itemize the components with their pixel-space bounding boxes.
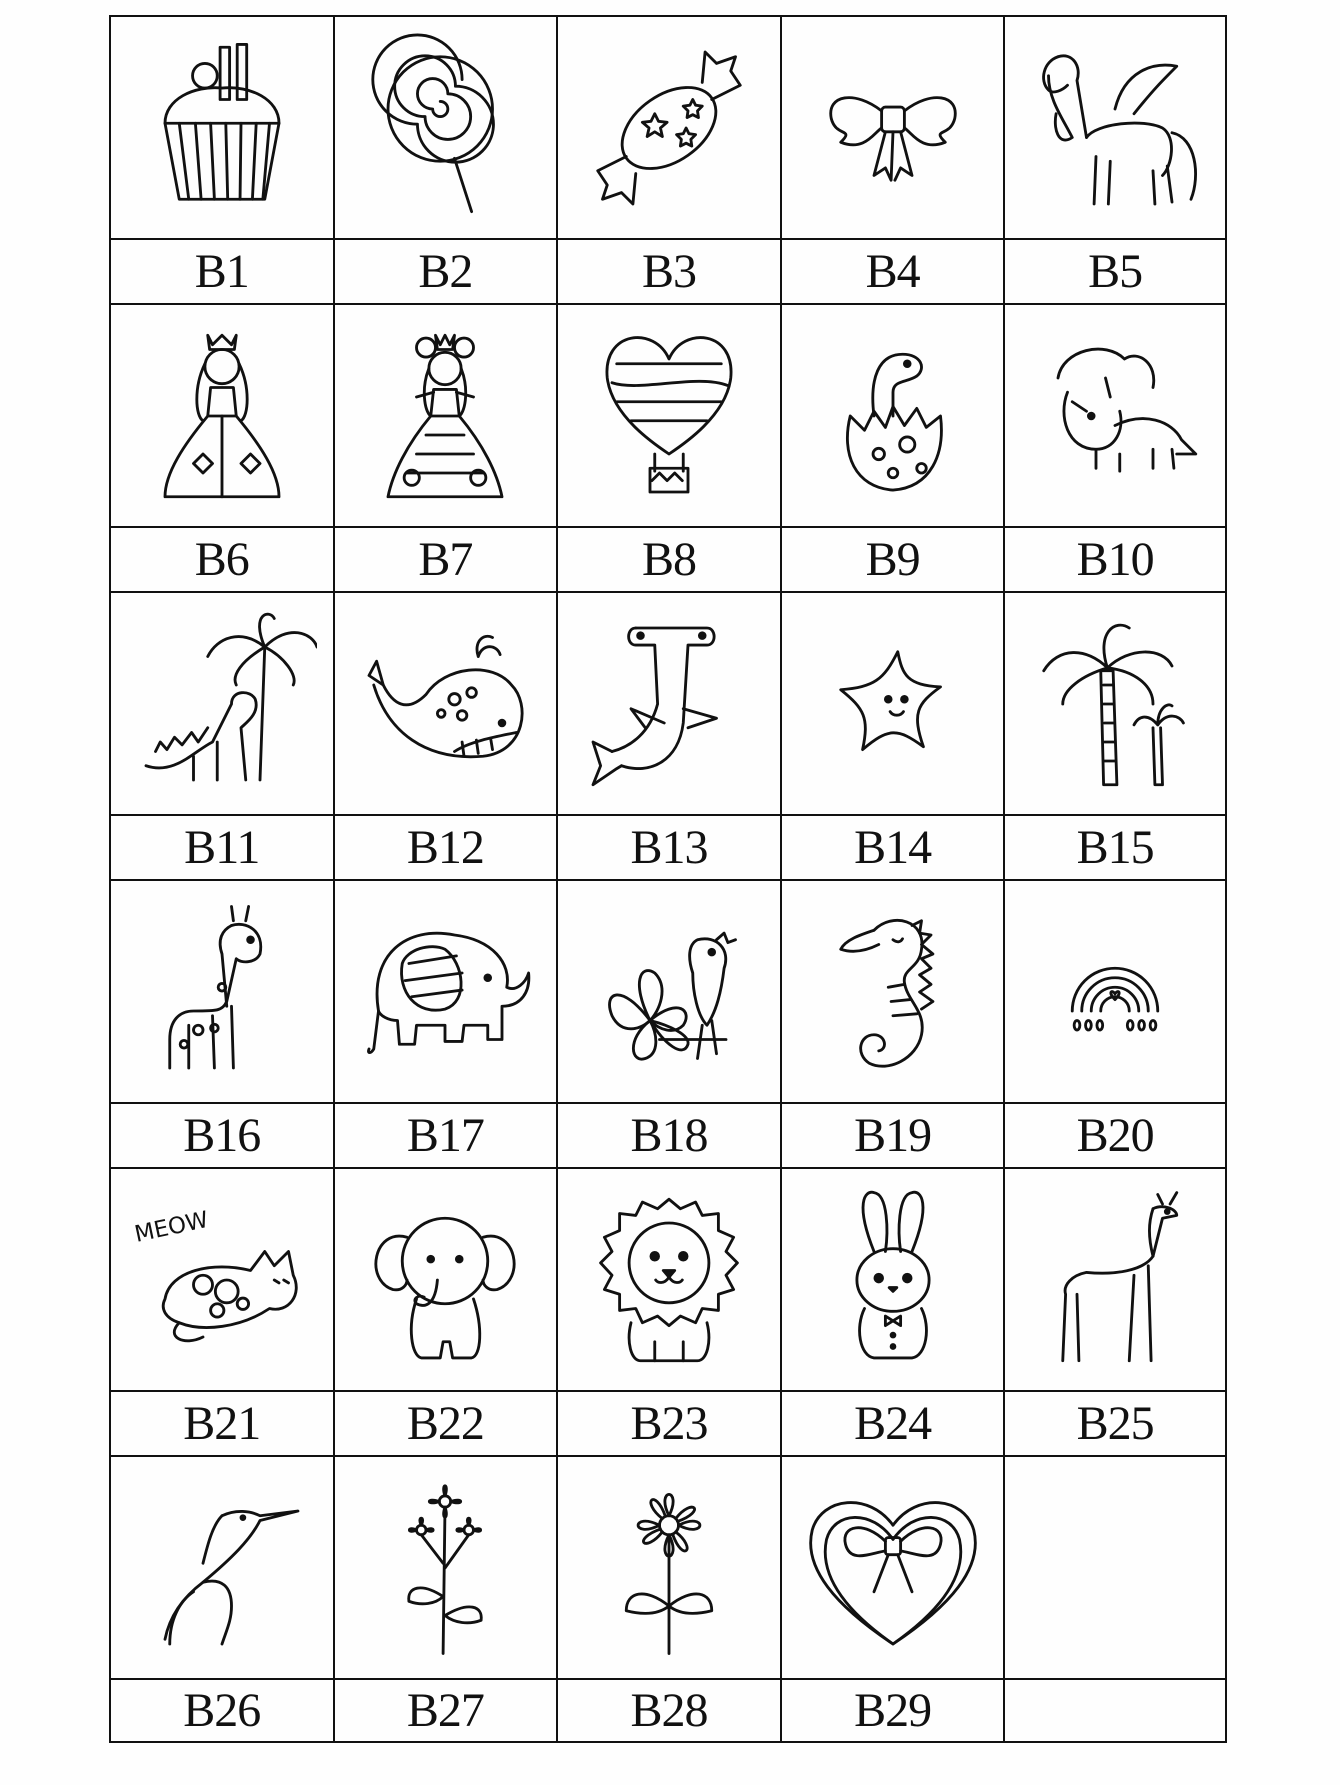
cell-b1-label xyxy=(109,238,333,303)
cell-b16-label xyxy=(109,1102,333,1167)
cell-b12-image[interactable] xyxy=(333,591,557,814)
daisy-flower-icon xyxy=(574,1473,764,1663)
cell-b6-label xyxy=(109,526,333,591)
whale-icon xyxy=(350,609,540,799)
cell-b2-label xyxy=(333,238,557,303)
elephant-icon xyxy=(350,897,540,1087)
bow-icon xyxy=(798,33,988,223)
dinosaur-palm-icon xyxy=(127,609,317,799)
hot-air-balloon-icon xyxy=(574,321,764,511)
item-label: B9 xyxy=(865,533,920,586)
item-label: B29 xyxy=(854,1684,932,1737)
cupcake-icon xyxy=(127,33,317,223)
item-label: B19 xyxy=(854,1109,932,1162)
rainbow-icon xyxy=(1020,897,1210,1087)
cell-b7-image[interactable] xyxy=(333,303,557,526)
cell-b17-label xyxy=(333,1102,557,1167)
cell-b26-image[interactable] xyxy=(109,1455,333,1678)
item-label: B3 xyxy=(641,245,696,298)
item-label: B23 xyxy=(630,1397,708,1450)
item-label: B20 xyxy=(1076,1109,1154,1162)
cell-b26-label xyxy=(109,1678,333,1743)
cell-b3-image[interactable] xyxy=(556,15,780,238)
cell-b5-image[interactable] xyxy=(1003,15,1227,238)
item-label: B21 xyxy=(183,1397,261,1450)
hammerhead-shark-icon xyxy=(574,609,764,799)
bunny-icon xyxy=(798,1185,988,1375)
cell-b24-label xyxy=(780,1390,1004,1455)
item-label: B15 xyxy=(1076,821,1154,874)
cell-b27-image[interactable] xyxy=(333,1455,557,1678)
item-label: B11 xyxy=(184,821,260,874)
cell-b16-image[interactable] xyxy=(109,879,333,1102)
cell-b6-image[interactable] xyxy=(109,303,333,526)
heart-bow-icon xyxy=(798,1473,988,1663)
cell-b20-image[interactable] xyxy=(1003,879,1227,1102)
cell-b23-image[interactable] xyxy=(556,1167,780,1390)
lion-icon xyxy=(574,1185,764,1375)
cell-b29-label xyxy=(780,1678,1004,1743)
cell-b19-image[interactable] xyxy=(780,879,1004,1102)
item-label: B12 xyxy=(406,821,484,874)
cell-b4-label xyxy=(780,238,1004,303)
cell-b19-label xyxy=(780,1102,1004,1167)
cell-b18-image[interactable] xyxy=(556,879,780,1102)
sticker-grid xyxy=(109,15,1227,1743)
cell-empty-label xyxy=(1003,1678,1227,1743)
item-label: B14 xyxy=(854,821,932,874)
starfish-icon xyxy=(798,609,988,799)
cell-b2-image[interactable] xyxy=(333,15,557,238)
item-label: B24 xyxy=(854,1397,932,1450)
cell-empty-image xyxy=(1003,1455,1227,1678)
cell-b9-image[interactable] xyxy=(780,303,1004,526)
cell-b4-image[interactable] xyxy=(780,15,1004,238)
cell-b18-label xyxy=(556,1102,780,1167)
princess-dress-icon xyxy=(350,321,540,511)
cell-b8-image[interactable] xyxy=(556,303,780,526)
item-label: B27 xyxy=(406,1684,484,1737)
cell-b22-image[interactable] xyxy=(333,1167,557,1390)
cell-b24-image[interactable] xyxy=(780,1167,1004,1390)
cell-b10-image[interactable] xyxy=(1003,303,1227,526)
meow-text: MEOW xyxy=(132,1206,211,1248)
cell-b28-image[interactable] xyxy=(556,1455,780,1678)
cell-b11-image[interactable] xyxy=(109,591,333,814)
cell-b25-image[interactable] xyxy=(1003,1167,1227,1390)
cell-b13-image[interactable] xyxy=(556,591,780,814)
princess-icon xyxy=(127,321,317,511)
giraffe-icon xyxy=(127,897,317,1087)
cell-b29-image[interactable] xyxy=(780,1455,1004,1678)
baby-elephant-icon xyxy=(350,1185,540,1375)
triceratops-icon xyxy=(1020,321,1210,511)
cell-b22-label xyxy=(333,1390,557,1455)
meow-cat-icon xyxy=(127,1185,317,1375)
item-label: B17 xyxy=(406,1109,484,1162)
cell-b9-label xyxy=(780,526,1004,591)
cell-b20-label xyxy=(1003,1102,1227,1167)
cell-b27-label xyxy=(333,1678,557,1743)
hummingbird-icon xyxy=(127,1473,317,1663)
item-label: B13 xyxy=(630,821,708,874)
cell-b17-image[interactable] xyxy=(333,879,557,1102)
cell-b3-label xyxy=(556,238,780,303)
lollipop-icon xyxy=(350,33,540,223)
item-label: B5 xyxy=(1088,245,1143,298)
item-label: B10 xyxy=(1076,533,1154,586)
cell-b8-label xyxy=(556,526,780,591)
cell-b28-label xyxy=(556,1678,780,1743)
flower-stem-icon xyxy=(350,1473,540,1663)
item-label: B2 xyxy=(418,245,473,298)
cell-b12-label xyxy=(333,814,557,879)
seahorse-icon xyxy=(798,897,988,1087)
cell-b21-label xyxy=(109,1390,333,1455)
parrot-flower-icon xyxy=(574,897,764,1087)
cell-b5-label xyxy=(1003,238,1227,303)
item-label: B26 xyxy=(183,1684,261,1737)
deer-icon xyxy=(1020,1185,1210,1375)
item-label: B25 xyxy=(1076,1397,1154,1450)
item-label: B18 xyxy=(630,1109,708,1162)
candy-icon xyxy=(574,33,764,223)
palm-trees-icon xyxy=(1020,609,1210,799)
item-label: B1 xyxy=(194,245,249,298)
cell-b1-image[interactable] xyxy=(109,15,333,238)
cell-b15-label xyxy=(1003,814,1227,879)
cell-b10-label xyxy=(1003,526,1227,591)
cell-b15-image[interactable] xyxy=(1003,591,1227,814)
cell-b23-label xyxy=(556,1390,780,1455)
item-label: B7 xyxy=(418,533,473,586)
cell-b14-label xyxy=(780,814,1004,879)
item-label: B28 xyxy=(630,1684,708,1737)
item-label: B6 xyxy=(194,533,249,586)
cell-b14-image[interactable] xyxy=(780,591,1004,814)
cell-b11-label xyxy=(109,814,333,879)
item-label: B4 xyxy=(865,245,920,298)
item-label: B8 xyxy=(641,533,696,586)
pegasus-unicorn-icon xyxy=(1020,33,1210,223)
cell-b21-image[interactable] xyxy=(109,1167,333,1390)
item-label: B22 xyxy=(406,1397,484,1450)
hatching-dinosaur-icon xyxy=(798,321,988,511)
cell-b25-label xyxy=(1003,1390,1227,1455)
item-label: B16 xyxy=(183,1109,261,1162)
cell-b13-label xyxy=(556,814,780,879)
cell-b7-label xyxy=(333,526,557,591)
